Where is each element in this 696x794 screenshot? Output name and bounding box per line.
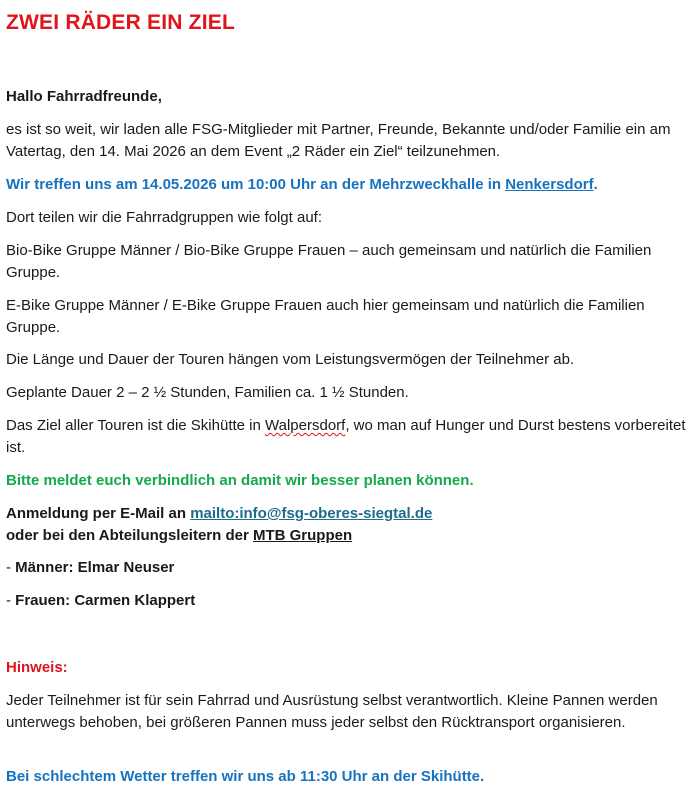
destination-info bbox=[6, 415, 686, 458]
meeting-text: Wir treffen uns am 14.05.2026 um 10:00 Uhr an der Mehrzweckhalle in bbox=[6, 176, 506, 193]
destination-before: Das Ziel aller Touren ist die Skihütte in bbox=[6, 417, 266, 434]
meeting-place-link[interactable]: Nenkersdorf bbox=[505, 176, 594, 193]
notice-text: Jeder Teilnehmer ist für sein Fahrrad und Ausrüstung selbst verantwortlich. Kleine Pannen werden unterwegs behoben, bei größeren Pannen muss jeder selbst den Rücktransport organisieren. bbox=[6, 692, 658, 731]
leader-men-prefix: - bbox=[6, 559, 16, 576]
tour-length-info: Die Länge und Dauer der Touren hängen vom Leistungsvermögen der Teilnehmer ab. bbox=[6, 351, 575, 368]
intro-paragraph: es ist so weit, wir laden alle FSG-Mitglieder mit Partner, Freunde, Bekannte und/oder Familie ein am Vatertag, den 14. Mai 2026 an dem Event „2 Räder ein Ziel“ teilzunehmen. bbox=[6, 121, 671, 160]
destination-after: , wo man auf Hunger und Durst bestens vorbereitet ist. bbox=[6, 417, 686, 456]
greeting: Hallo Fahrradfreunde, bbox=[6, 88, 162, 105]
meeting-end: . bbox=[593, 176, 598, 193]
duration-info: Geplante Dauer 2 – 2 ½ Stunden, Familien ca. 1 ½ Stunden. bbox=[6, 384, 409, 401]
groups-intro: Dort teilen wir die Fahrradgruppen wie folgt auf: bbox=[6, 209, 322, 226]
group-e-bike: E-Bike Gruppe Männer / E-Bike Gruppe Frauen auch hier gemeinsam und natürlich die Familien Gruppe. bbox=[6, 297, 645, 336]
email-link[interactable]: mailto:info@fsg-oberes-siegtal.de bbox=[190, 505, 433, 522]
weather-note: Bei schlechtem Wetter treffen wir uns ab 11:30 Uhr an der Skihütte. bbox=[6, 768, 485, 785]
register-note: Bitte meldet euch verbindlich an damit wir besser planen können. bbox=[6, 472, 474, 489]
notice-heading: Hinweis: bbox=[6, 659, 68, 676]
registration-line2: oder bei den Abteilungsleitern der bbox=[6, 526, 253, 544]
registration-label: Anmeldung per E-Mail an bbox=[6, 505, 191, 522]
meeting-info bbox=[6, 174, 686, 196]
leader-women-text: Frauen: Carmen Klappert bbox=[15, 592, 196, 609]
leader-men bbox=[6, 557, 686, 579]
mtb-groups-link[interactable]: MTB Gruppen bbox=[252, 526, 353, 544]
leader-women-prefix: - bbox=[6, 592, 16, 609]
leader-women bbox=[6, 590, 686, 612]
page-title: ZWEI RÄDER EIN ZIEL bbox=[6, 11, 235, 34]
group-bio-bike: Bio-Bike Gruppe Männer / Bio-Bike Gruppe Frauen – auch gemeinsam und natürlich die Familien Gruppe. bbox=[6, 242, 652, 281]
destination-place: Walpersdorf bbox=[265, 417, 346, 434]
registration-info bbox=[6, 503, 686, 546]
leader-men-text: Männer: Elmar Neuser bbox=[15, 559, 175, 576]
